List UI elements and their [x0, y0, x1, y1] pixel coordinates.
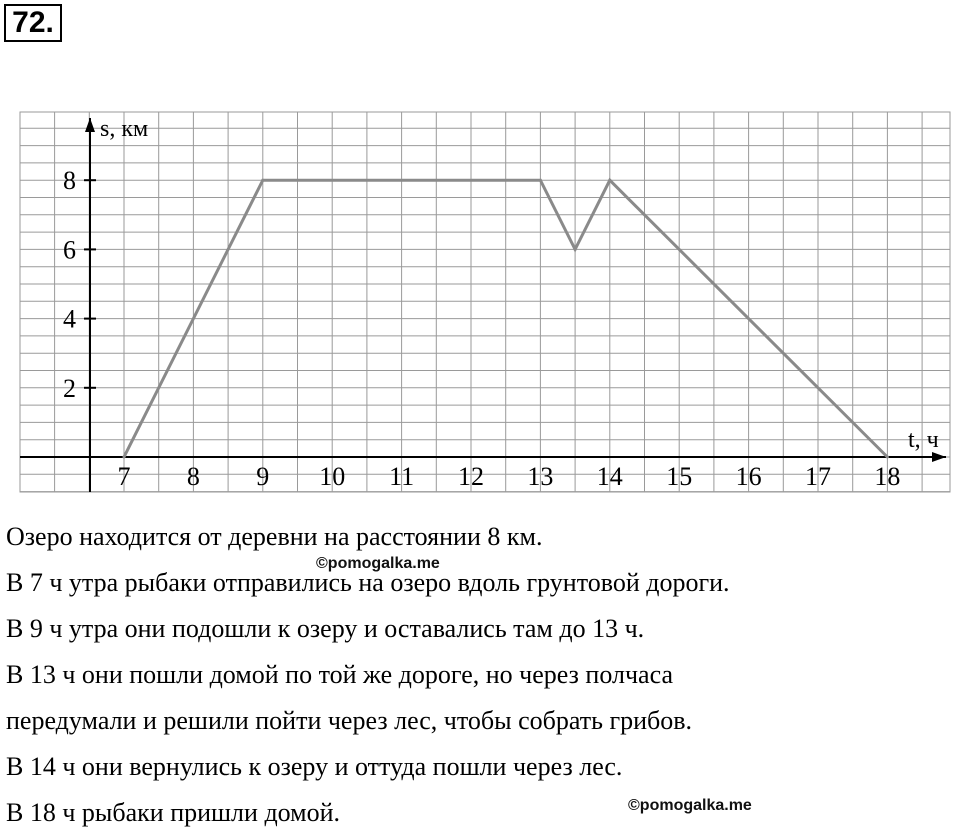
problem-text [6, 514, 956, 836]
series-point [261, 179, 264, 182]
series-point [574, 248, 577, 251]
x-axis-arrow [932, 452, 946, 462]
x-tick-label: 11 [389, 462, 415, 491]
y-tick-label: 6 [63, 235, 76, 265]
x-tick-label: 17 [805, 462, 831, 491]
x-tick-label: 13 [527, 462, 554, 491]
text-line: В 18 ч рыбаки пришли домой. [6, 798, 341, 827]
x-tick-label: 18 [874, 462, 901, 491]
chart-labels [63, 116, 939, 491]
text-line: В 14 ч они вернулись к озеру и оттуда пошли через лес. [6, 752, 623, 781]
y-tick-label: 8 [63, 166, 76, 196]
y-axis-label: s, км [100, 116, 149, 142]
series-point [123, 456, 126, 459]
text-line: Озеро находится от деревни на расстоянии 8 км. [6, 522, 543, 551]
x-tick-label: 9 [256, 462, 270, 491]
x-tick-label: 14 [596, 462, 623, 491]
x-tick-label: 15 [666, 462, 693, 491]
x-tick-label: 8 [186, 462, 200, 491]
y-tick-label: 2 [63, 373, 76, 403]
grid-border [20, 112, 950, 492]
x-tick-label: 10 [319, 462, 346, 491]
text-line: В 9 ч утра они подошли к озеру и оставались там до 13 ч. [6, 614, 645, 643]
task-number: 72. [4, 4, 62, 42]
series-point [886, 456, 889, 459]
x-axis-label: t, ч [908, 427, 939, 453]
chart-grid [20, 112, 950, 492]
text-line: передумали и решили пойти через лес, чтобы собрать грибов. [6, 706, 693, 735]
watermark: ©pomogalka.me [628, 797, 752, 814]
text-line: В 13 ч они пошли домой по той же дороге, но через полчаса [6, 660, 673, 689]
watermark: ©pomogalka.me [316, 555, 440, 572]
x-tick-label: 12 [458, 462, 484, 491]
series-point [539, 179, 542, 182]
series-point [608, 179, 611, 182]
text-line: В 7 ч утра рыбаки отправились на озеро вдоль грунтовой дороги. [6, 568, 730, 597]
y-tick-label: 4 [63, 304, 76, 334]
x-tick-label: 16 [735, 462, 762, 491]
y-axis-arrow [85, 118, 95, 132]
x-tick-label: 7 [117, 462, 131, 491]
